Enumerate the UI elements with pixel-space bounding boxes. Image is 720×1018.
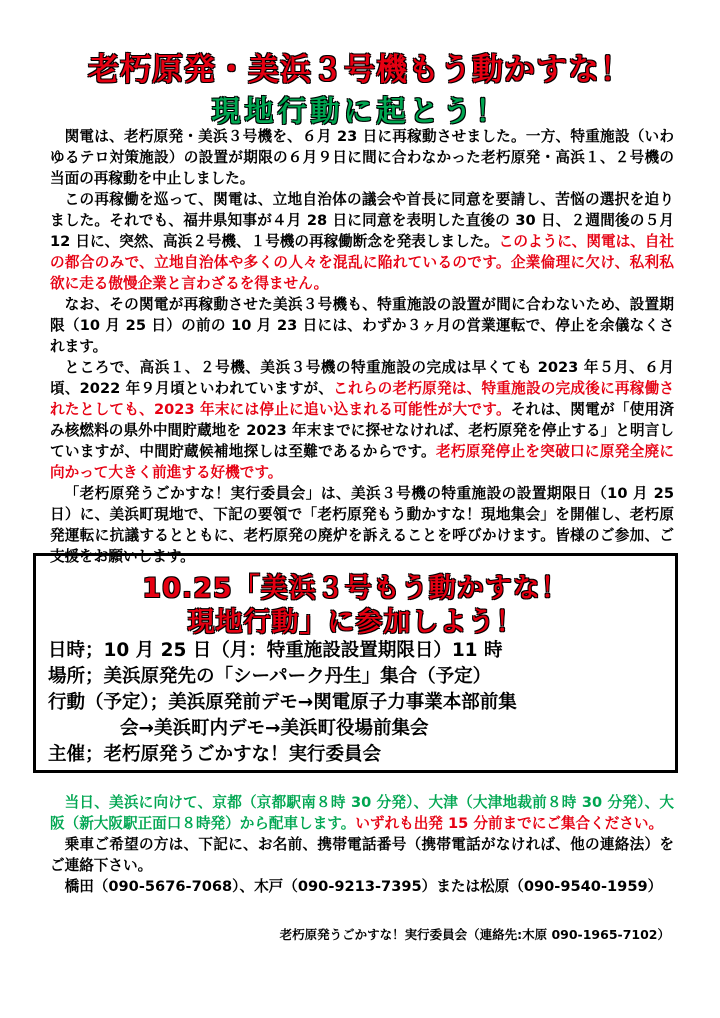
paragraph-2 <box>50 189 674 294</box>
paragraph-4-text: ところで、高浜１、２号機、美浜３号機の特重施設の完成は早くても 2023 年５月、６月頃、2022 年９月頃といわれていますが、 <box>50 359 674 397</box>
transport-paragraph <box>50 792 674 834</box>
footer-contact: 老朽原発うごかすな！実行委員会（連絡先:木原 090-1965-7102） <box>279 927 670 942</box>
paragraph-4-highlight-2: 老朽原発停止を突破口に原発全廃に向かって大きく前進する好機です。 <box>50 443 674 481</box>
transport-contacts: 橋田（090-5676-7068）、木戸（090-9213-7395）または松原（090-9540-1959） <box>64 878 663 895</box>
paragraph-2-highlight: このように、関電は、自社の都合のみで、立地自治体や多くの人々を混乱に陥れているのです。企業倫理に欠け、私利私欲に走る傲慢企業と言わざるを得ません。 <box>50 233 674 292</box>
event-action-continued: 会→美浜町内デモ→美浜町役場前集会 <box>120 718 429 739</box>
event-place: 場所；美浜原発先の「シーパーク丹生」集合（予定） <box>48 666 492 687</box>
event-title-line-2: 現地行動」に参加しよう！ <box>187 607 524 638</box>
paragraph-4 <box>50 357 674 483</box>
page-title: 老朽原発・美浜３号機もう動かすな！ <box>88 52 632 88</box>
transport-text: 当日、美浜に向けて、京都（京都駅南８時 30 分発）、大津（大津地裁前８時 30 分発）、大阪（新大阪駅正面口８時発）から配車します。 <box>50 794 674 832</box>
page-subtitle: 現地行動に起とう！ <box>211 94 509 128</box>
event-action: 行動（予定）；美浜原発前デモ→関電原子力事業本部前集 <box>48 692 517 713</box>
event-title-line-1: 10.25「美浜３号もう動かすな！ <box>142 573 569 604</box>
event-date: 日時；10 月 25 日（月：特重施設設置期限日）11 時 <box>48 640 503 661</box>
paragraph-4-highlight: これらの老朽原発は、特重施設の完成後に再稼働されたとしても、2023 年末には停止に追い込まれる可能性が大です。 <box>50 380 674 418</box>
event-box <box>33 553 678 773</box>
paragraph-5: 「老朽原発うごかすな！実行委員会」は、美浜３号機の特重施設の設置期限日（10 月 25 日）に、美浜町現地で、下記の要領で「老朽原発もう動かすな！現地集会」を開催し、老朽原発運転に抗議するとともに、老朽原発の廃炉を訴えることを呼びかけます。皆様のご参加、ご支援をお願いします。 <box>50 485 674 565</box>
body-text <box>50 126 674 567</box>
paragraph-2-text: この再稼働を巡って、関電は、立地自治体の議会や首長に同意を要請し、苦悩の選択を迫りました。それでも、福井県知事が４月 28 日に同意を表明した直後の 30 日、２週間後の５月 12 日に、突然、高浜２号機、１号機の再稼働断念を発表しました。 <box>50 191 674 250</box>
paragraph-4-text-2: それは、関電が「使用済み核燃料の県外中間貯蔵地を 2023 年末までに探せなければ、老朽原発を停止する」と明言していますが、中間貯蔵候補地探しは至難であるからです。 <box>50 401 674 460</box>
transport-note: 乗車ご希望の方は、下記に、お名前、携帯電話番号（携帯電話がなければ、他の連絡法）をご連絡下さい。 <box>50 836 674 874</box>
transport-info <box>50 792 674 897</box>
event-organizer: 主催；老朽原発うごかすな！実行委員会 <box>48 744 382 765</box>
paragraph-1: 関電は、老朽原発・美浜３号機を、６月 23 日に再稼動させました。一方、特重施設（いわゆるテロ対策施設）の設置が期限の６月９日に間に合わなかった老朽原発・高浜１、２号機の当面の再稼動を中止しました。 <box>50 128 674 187</box>
transport-deadline: いずれも出発 15 分前までにご集合ください。 <box>355 815 664 832</box>
event-details <box>48 638 668 768</box>
paragraph-3: なお、その関電が再稼動させた美浜３号機も、特重施設の設置が間に合わないため、設置期限（10 月 25 日）の前の 10 月 23 日には、わずか３ヶ月の営業運転で、停止を余儀なくされます。 <box>50 296 674 355</box>
